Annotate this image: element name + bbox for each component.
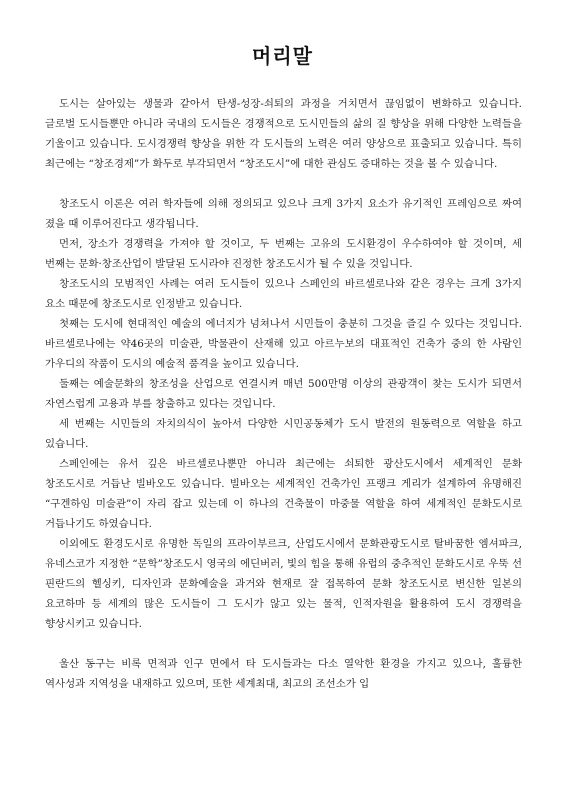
paragraph: 세 번째는 시민들의 자치의식이 높아서 다양한 시민공동체가 도시 발전의 원동력으로 역할을 하고 있습니다. [45,418,522,450]
paragraph: 첫째는 도시에 현대적인 예술의 에너지가 넘쳐나서 시민들이 충분히 그것을 즐길 수 있다는 것입니다. 바르셀로나에는 약46곳의 미술관, 박물관이 산재해 있고 아르누보의 대표적인 건축가 중의 한 사람인 가우디의 작품이 도시의 예술적 품격을 높이고 있습니다. [45,318,522,370]
paragraph: 둘째는 예술문화의 창조성을 산업으로 연결시켜 매년 500만명 이상의 관광객이 찾는 도시가 되면서 자연스럽게 고용과 부를 창출하고 있다는 것입니다. [45,378,522,410]
page-title: 머리말 [252,44,313,68]
paragraph: 창조도시의 모범적인 사례는 여러 도시들이 있으나 스페인의 바르셀로나와 같은 경우는 크게 3가지 요소 때문에 창조도시로 인정받고 있습니다. [45,278,522,310]
paragraph: 울산 동구는 비록 면적과 인구 면에서 타 도시들과는 다소 열악한 환경을 가지고 있으나, 훌륭한 역사성과 지역성을 내재하고 있으며, 또한 세계최대, 최고의 조선소가 입 [45,658,522,690]
paragraph: 도시는 살아있는 생물과 같아서 탄생-성장-쇠퇴의 과정을 거치면서 끊임없이 변화하고 있습니다. 글로벌 도시들뿐만 아니라 국내의 도시들은 경쟁적으로 도시민들의 삶의 질 향상을 위해 다양한 노력들을 기울이고 있습니다. 도시경쟁력 향상을 위한 각 도시들의 노력은 여러 양상으로 표출되고 있습니다. 특히 최근에는 “창조경제”가 화두로 부각되면서 “창조도시”에 대한 관심도 증대하는 것을 볼 수 있습니다. [45,98,522,170]
paragraph: 스페인에는 유서 깊은 바르셀로나뿐만 아니라 최근에는 쇠퇴한 광산도시에서 세계적인 문화 창조도시로 거듭난 빌바오도 있습니다. 빌바오는 세계적인 건축가인 프랭크 게리가 설계하여 유명해진 “구겐하임 미술관”이 자리 잡고 있는데 이 하나의 건축물이 마중물 역할을 하여 세계적인 문화도시로 거듭나기도 하였습니다. [45,458,522,530]
paragraph: 창조도시 이론은 여러 학자들에 의해 정의되고 있으나 크게 3가지 요소가 유기적인 프레임으로 짜여 졌을 때 이루어진다고 생각됩니다. [45,198,522,230]
paragraph: 먼저, 장소가 경쟁력을 가져야 할 것이고, 두 번째는 고유의 도시환경이 우수하여야 할 것이며, 세 번째는 문화·창조산업이 발달된 도시라야 진정한 창조도시가 될 수 있을 것입니다. [45,238,522,270]
body-text [45,94,522,694]
paragraph: 이외에도 환경도시로 유명한 독일의 프라이부르크, 산업도시에서 문화관광도시로 탈바꿈한 엠셔파크, 유네스코가 지정한 “문학”창조도시 영국의 에딘버러, 빛의 힘을 통해 유럽의 중추적인 문화도시로 우뚝 선 핀란드의 헬싱키, 디자인과 문화예술을 과거와 현재로 잘 접목하여 문화 창조도시로 변신한 일본의 요코하마 등 세계의 많은 도시들이 그 도시가 않고 있는 물적, 인적자원을 활용하여 도시 경쟁력을 향상시키고 있습니다. [45,538,522,630]
